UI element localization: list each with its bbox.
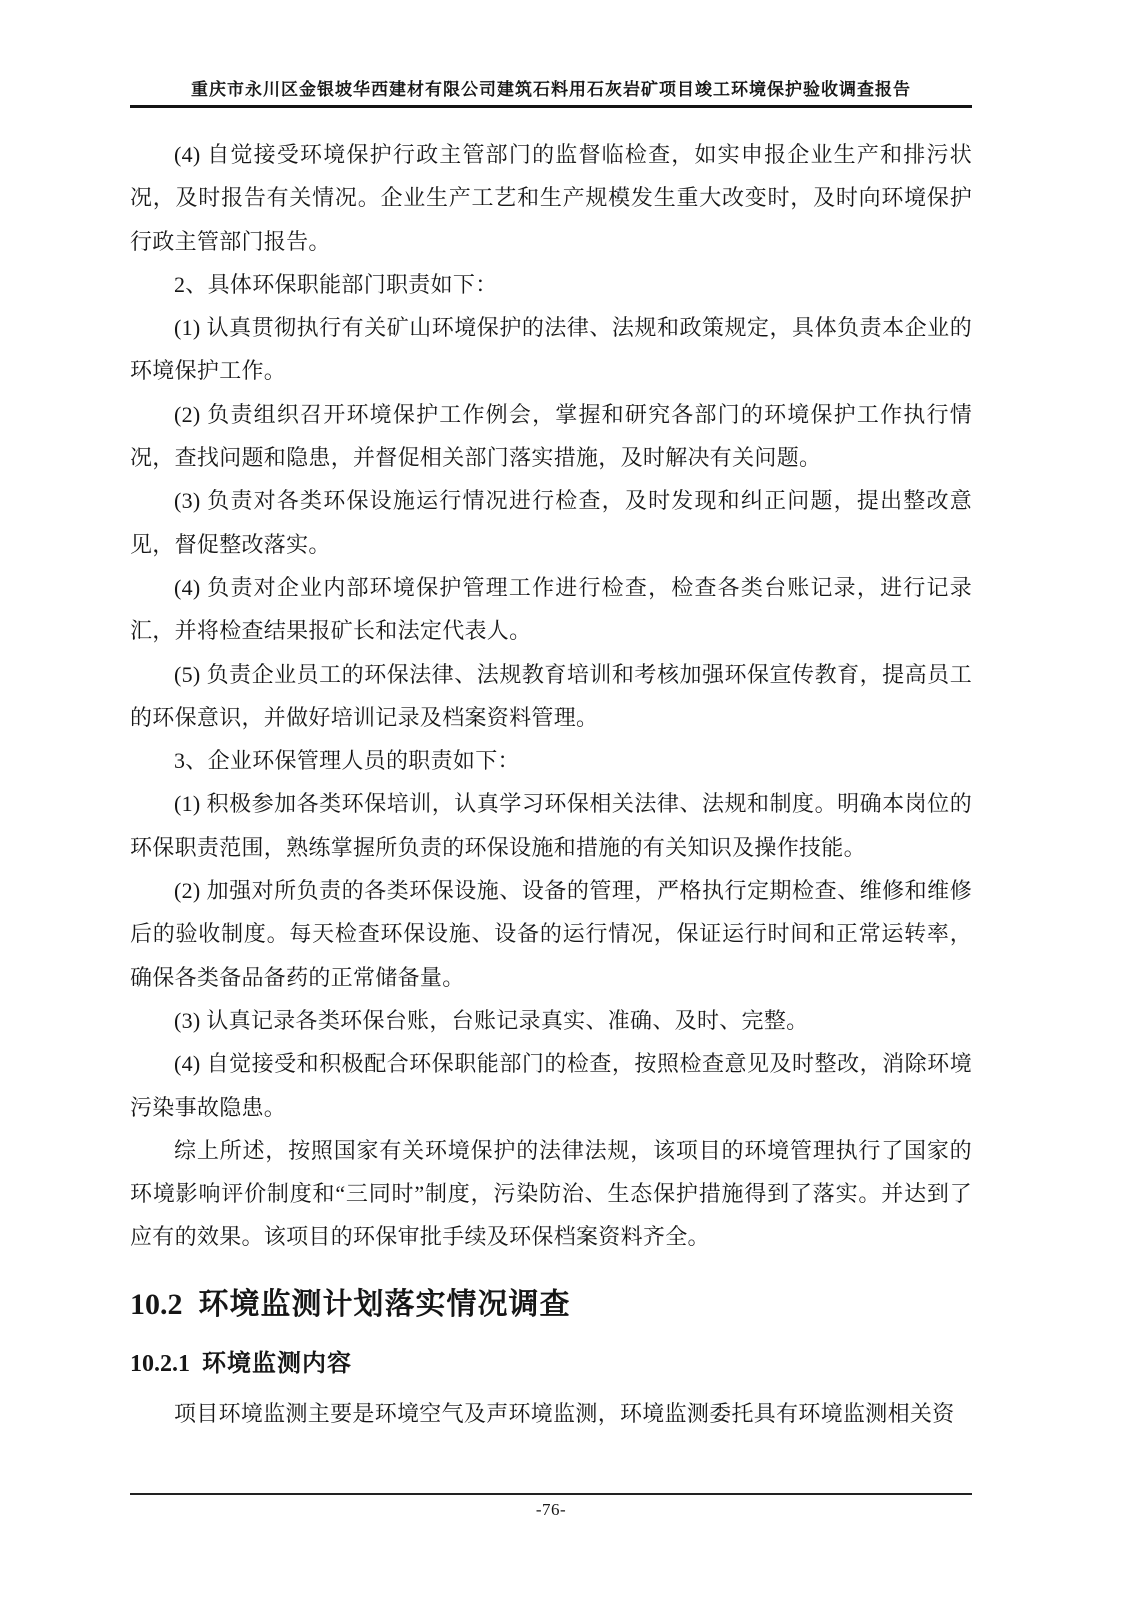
body-paragraph: (5) 负责企业员工的环保法律、法规教育培训和考核加强环保宣传教育，提高员工的环保意识，并做好培训记录及档案资料管理。 (130, 661, 972, 730)
body-paragraph: (2) 加强对所负责的各类环保设施、设备的管理，严格执行定期检查、维修和维修后的验收制度。每天检查环保设施、设备的运行情况，保证运行时间和正常运转率，确保各类备品备药的正常储备量。 (130, 878, 972, 990)
body-paragraph: 3、企业环保管理人员的职责如下： (174, 748, 520, 774)
page-footer (130, 1493, 972, 1520)
body-paragraph: (3) 认真记录各类环保台账，台账记录真实、准确、及时、完整。 (174, 1007, 809, 1033)
section-heading (130, 1287, 972, 1323)
subsection-heading (130, 1349, 972, 1379)
subsection-title: 环境监测内容 (202, 1350, 352, 1377)
body-paragraph: (1) 认真贯彻执行有关矿山环境保护的法律、法规和政策规定，具体负责本企业的环境保护工作。 (130, 315, 972, 384)
page-header (130, 0, 972, 108)
section-title: 环境监测计划落实情况调查 (198, 1287, 571, 1321)
body-paragraph: (3) 负责对各类环保设施运行情况进行检查，及时发现和纠正问题，提出整改意见，督促整改落实。 (130, 488, 972, 557)
page-number: -76- (535, 1500, 567, 1519)
body-paragraph: (4) 负责对企业内部环境保护管理工作进行检查，检查各类台账记录，进行记录汇，并将检查结果报矿长和法定代表人。 (130, 574, 972, 644)
body-paragraph: (4) 自觉接受环境保护行政主管部门的监督临检查，如实申报企业生产和排污状况，及时报告有关情况。企业生产工艺和生产规模发生重大改变时，及时向环境保护行政主管部门报告。 (130, 142, 972, 254)
body-paragraph: (4) 自觉接受和积极配合环保职能部门的检查，按照检查意见及时整改，消除环境污染事故隐患。 (130, 1051, 972, 1120)
body-paragraph: 2、具体环保职能部门职责如下： (174, 271, 498, 297)
body-paragraph: 综上所述，按照国家有关环境保护的法律法规，该项目的环境管理执行了国家的环境影响评价制度和“三同时”制度，污染防治、生态保护措施得到了落实。并达到了应有的效果。该项目的环保审批手续及环保档案资料齐全。 (130, 1137, 972, 1250)
subsection-number: 10.2.1 (130, 1350, 190, 1377)
body-paragraph: (2) 负责组织召开环境保护工作例会，掌握和研究各部门的环境保护工作执行情况，查找问题和隐患，并督促相关部门落实措施，及时解决有关问题。 (130, 401, 972, 471)
body-paragraph: 项目环境监测主要是环境空气及声环境监测，环境监测委托具有环境监测相关资 (174, 1400, 955, 1426)
section-number: 10.2 (130, 1287, 183, 1321)
body-paragraph: (1) 积极参加各类环保培训，认真学习环保相关法律、法规和制度。明确本岗位的环保职责范围，熟练掌握所负责的环保设施和措施的有关知识及操作技能。 (130, 791, 972, 860)
document-body (130, 133, 972, 1429)
running-title: 重庆市永川区金银坡华西建材有限公司建筑石料用石灰岩矿项目竣工环境保护验收调查报告 (191, 80, 911, 99)
